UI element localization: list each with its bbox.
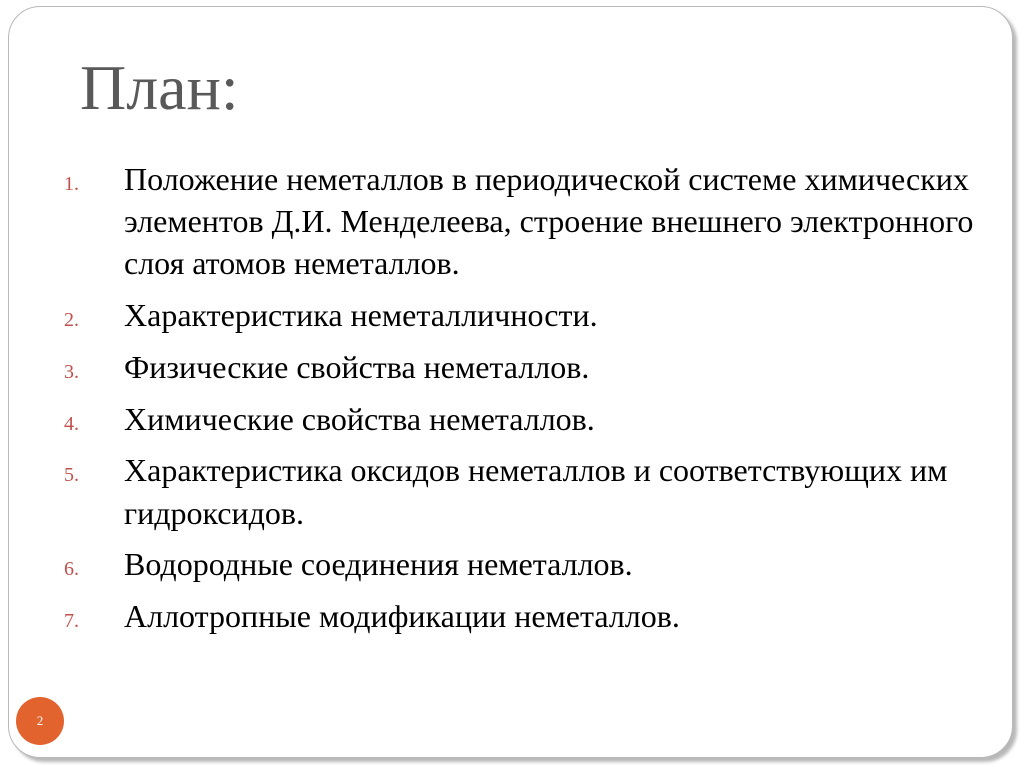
item-number: 2. (64, 309, 79, 332)
list-item (64, 158, 1004, 285)
item-text: Физические свойства неметаллов. (124, 348, 590, 385)
item-text: Характеристика неметалличности. (124, 297, 598, 334)
slide-title: План: (80, 52, 239, 123)
list-item (64, 346, 1004, 388)
list-item (64, 398, 1004, 440)
slide-number-badge: 2 (16, 697, 64, 745)
list-item (64, 294, 1004, 336)
item-number: 3. (64, 360, 79, 383)
item-text: Характеристика оксидов неметаллов и соответствующих им гидроксидов. (124, 452, 948, 531)
item-number: 6. (64, 558, 79, 581)
list-item (64, 543, 1004, 585)
item-number: 7. (64, 610, 79, 633)
item-number: 5. (64, 464, 79, 487)
item-text: Положение неметаллов в периодической системе химических элементов Д.И. Менделеева, строение внешнего электронного слоя атомов неметаллов. (124, 161, 974, 282)
item-text: Химические свойства неметаллов. (124, 400, 595, 437)
item-text: Аллотропные модификации неметаллов. (124, 598, 680, 635)
item-text: Водородные соединения неметаллов. (124, 546, 633, 583)
item-number: 4. (64, 412, 79, 435)
list-item (64, 449, 1004, 533)
item-number: 1. (64, 173, 79, 195)
list-item (64, 595, 1004, 637)
plan-list (64, 158, 1004, 647)
